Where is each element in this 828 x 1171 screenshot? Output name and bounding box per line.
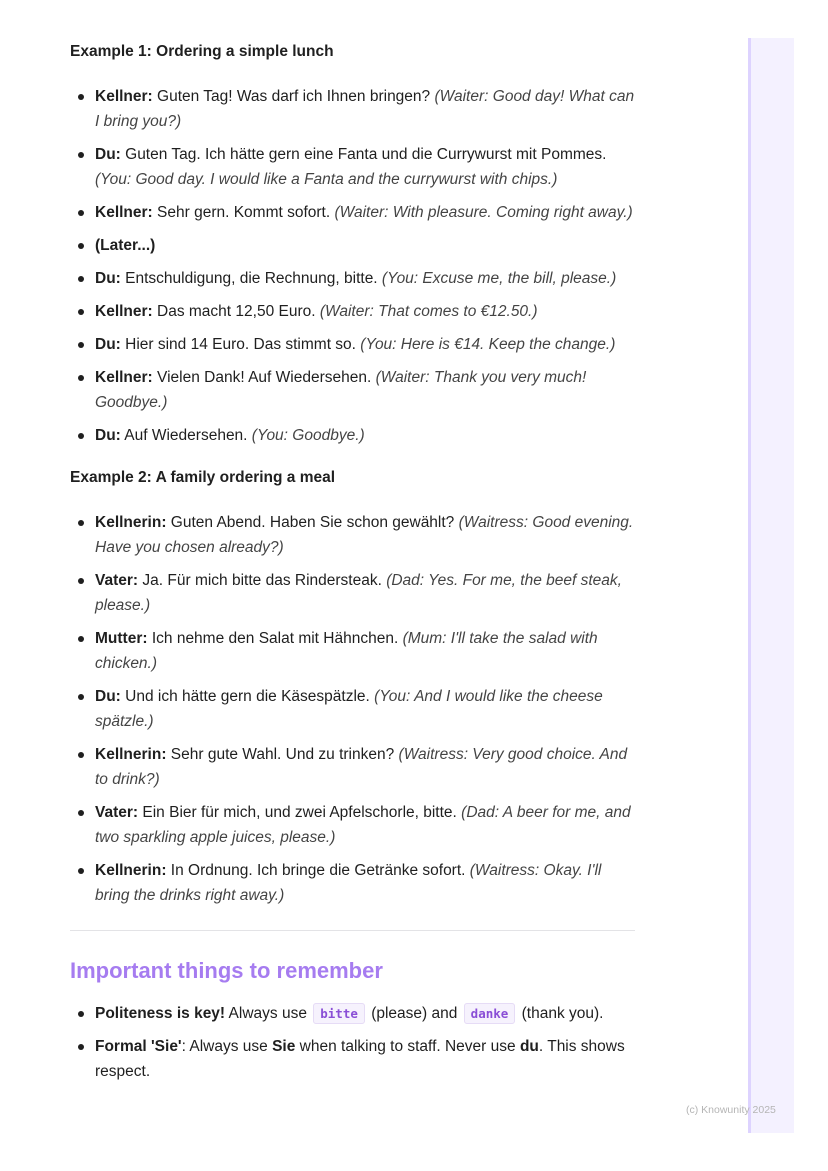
dialog-line [70,568,635,618]
dialog-line [70,365,635,415]
speaker-label: Kellner: [95,303,153,320]
speaker-label: Du: [95,688,121,705]
tip-text: : Always use [181,1038,273,1055]
dialog-line [70,858,635,908]
translation-text: (You: Excuse me, the bill, please.) [381,270,617,287]
tip-bold-word: du [519,1038,539,1055]
translation-text: (Waitress: Okay. I'll bring the drinks right away.) [95,862,602,904]
speaker-label: Vater: [95,572,139,589]
document-content [70,40,635,1092]
speaker-label: Du: [95,427,121,444]
remember-list [70,1001,635,1084]
speaker-label: Kellner: [95,88,153,105]
german-text: Entschuldigung, die Rechnung, bitte. [120,270,382,287]
speaker-label: Mutter: [95,630,148,647]
example-2-heading: Example 2: A family ordering a meal [70,469,336,486]
tip-bold-word: Sie [272,1038,296,1055]
translation-text: (You: Here is €14. Keep the change.) [360,336,616,353]
dialog-line [70,233,635,258]
speaker-label: Kellnerin: [95,514,167,531]
speaker-label: (Later...) [95,237,156,254]
translation-text: (You: And I would like the cheese spätzle.) [95,688,603,730]
german-text: Und ich hätte gern die Käsespätzle. [120,688,375,705]
german-text: Auf Wiedersehen. [120,427,252,444]
tip-text: . This shows respect. [95,1038,625,1080]
translation-text: (Waiter: With pleasure. Coming right away.) [334,204,633,221]
dialog-line [70,800,635,850]
tip-text: when talking to staff. Never use [295,1038,520,1055]
dialog-line [70,684,635,734]
speaker-label: Du: [95,146,121,163]
tip-text: (thank you). [517,1005,604,1022]
speaker-label: Kellner: [95,204,153,221]
copyright-text: (c) Knowunity 2025 [686,1104,776,1116]
translation-text: (Waiter: Good day! What can I bring you?) [95,88,635,130]
german-text: Ja. Für mich bitte das Rindersteak. [138,572,387,589]
example-1-heading: Example 1: Ordering a simple lunch [70,43,334,60]
dialog-line [70,142,635,192]
example-1-dialog [70,84,635,448]
german-text: Guten Tag! Was darf ich Ihnen bringen? [152,88,435,105]
translation-text: (Waiter: That comes to €12.50.) [319,303,538,320]
translation-text: (You: Good day. I would like a Fanta and the currywurst with chips.) [95,171,558,188]
tip-bold-label: Politeness is key! [95,1005,226,1022]
german-text: Hier sind 14 Euro. Das stimmt so. [120,336,361,353]
german-text: Sehr gute Wahl. Und zu trinken? [166,746,399,763]
dialog-line [70,510,635,560]
example-2-dialog [70,510,635,908]
tip-text: (please) and [366,1005,462,1022]
german-text: In Ordnung. Ich bringe die Getränke sofort. [166,862,470,879]
german-text: Guten Abend. Haben Sie schon gewählt? [166,514,459,531]
translation-text: (Dad: A beer for me, and two sparkling apple juices, please.) [95,804,631,846]
translation-text: (Mum: I'll take the salad with chicken.) [95,630,598,672]
tip-formal-sie [70,1034,635,1084]
dialog-line [70,266,635,291]
german-text: Ein Bier für mich, und zwei Apfelschorle, bitte. [138,804,462,821]
code-danke: danke [464,1003,516,1024]
german-text: Sehr gern. Kommt sofort. [152,204,335,221]
side-margin-panel [748,38,794,1133]
speaker-label: Kellnerin: [95,862,167,879]
translation-text: (Waiter: Thank you very much! Goodbye.) [95,369,587,411]
dialog-line [70,84,635,134]
speaker-label: Vater: [95,804,139,821]
translation-text: (Waitress: Very good choice. And to drink?) [95,746,628,788]
speaker-label: Du: [95,270,121,287]
speaker-label: Kellnerin: [95,746,167,763]
speaker-label: Kellner: [95,369,153,386]
remember-title: Important things to remember [70,958,383,983]
translation-text: (You: Goodbye.) [251,427,365,444]
german-text: Vielen Dank! Auf Wiedersehen. [152,369,376,386]
dialog-line [70,299,635,324]
translation-text: (Waitress: Good evening. Have you chosen already?) [95,514,634,556]
speaker-label: Du: [95,336,121,353]
code-bitte: bitte [313,1003,365,1024]
dialog-line [70,423,635,448]
dialog-line [70,626,635,676]
tip-text: Always use [225,1005,312,1022]
german-text: Ich nehme den Salat mit Hähnchen. [147,630,403,647]
translation-text: (Dad: Yes. For me, the beef steak, please.) [95,572,622,614]
tip-politeness [70,1001,635,1026]
german-text: Guten Tag. Ich hätte gern eine Fanta und die Currywurst mit Pommes. [120,146,607,163]
dialog-line [70,332,635,357]
dialog-line [70,742,635,792]
dialog-line [70,200,635,225]
german-text: Das macht 12,50 Euro. [152,303,320,320]
tip-bold-label: Formal 'Sie' [95,1038,182,1055]
section-divider [70,930,635,931]
